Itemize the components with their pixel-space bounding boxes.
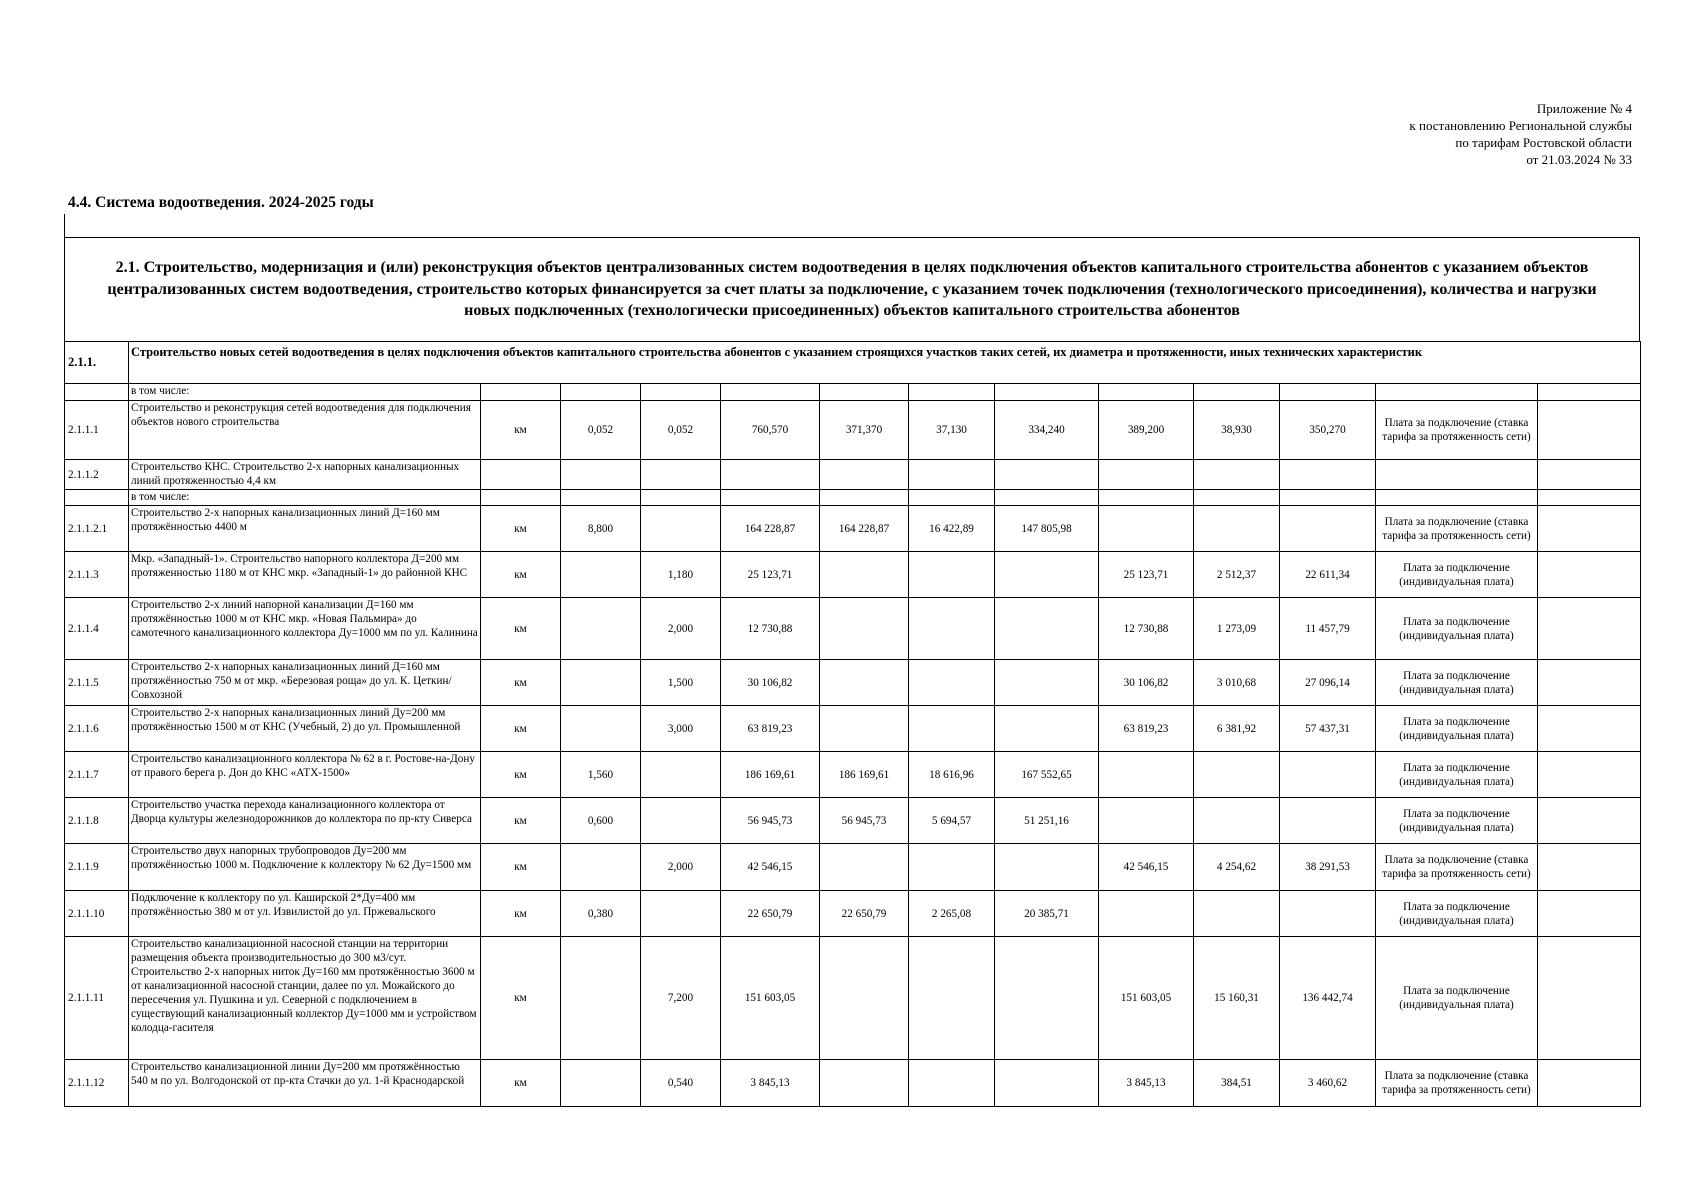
row-code: 2.1.1.10 xyxy=(65,891,129,937)
row-value: 57 437,31 xyxy=(1280,706,1376,752)
row-value: 186 169,61 xyxy=(820,752,909,798)
row-value: 2,000 xyxy=(641,844,721,891)
row-name: Строительство 2-х напорных канализационных линий Ду=200 мм протяжённостью 1500 м от КНС (Учебный, 2) до ул. Промышленной xyxy=(129,706,481,752)
row-financing-source: Плата за подключение (ставка тарифа за протяженность сети) xyxy=(1376,1060,1538,1107)
row-unit: км xyxy=(481,506,561,552)
table-row xyxy=(65,384,1641,401)
row-value xyxy=(1194,384,1280,401)
row-value xyxy=(1099,891,1194,937)
row-financing-source: Плата за подключение (индивидуальная плата) xyxy=(1376,937,1538,1060)
row-value xyxy=(820,1060,909,1107)
row-value xyxy=(909,660,995,706)
row-value xyxy=(1194,798,1280,844)
row-value: 25 123,71 xyxy=(721,552,820,598)
row-financing-source: Плата за подключение (индивидуальная плата) xyxy=(1376,598,1538,660)
row-value xyxy=(820,490,909,506)
row-empty-cell xyxy=(1538,1060,1641,1107)
appendix-header xyxy=(1409,100,1632,168)
row-unit xyxy=(481,490,561,506)
row-value: 136 442,74 xyxy=(1280,937,1376,1060)
row-value: 38 291,53 xyxy=(1280,844,1376,891)
row-value: 0,600 xyxy=(561,798,641,844)
row-value: 2 265,08 xyxy=(909,891,995,937)
row-value: 22 611,34 xyxy=(1280,552,1376,598)
row-value: 1,560 xyxy=(561,752,641,798)
row-empty-cell xyxy=(1538,490,1641,506)
section-title: 4.4. Система водоотведения. 2024-2025 годы xyxy=(68,194,374,211)
row-value: 11 457,79 xyxy=(1280,598,1376,660)
row-value: 0,380 xyxy=(561,891,641,937)
row-value xyxy=(820,706,909,752)
row-value xyxy=(641,490,721,506)
row-code: 2.1.1.2 xyxy=(65,460,129,490)
row-value: 20 385,71 xyxy=(995,891,1099,937)
row-code xyxy=(65,490,129,506)
row-value: 1,180 xyxy=(641,552,721,598)
row-value xyxy=(1280,384,1376,401)
row-value xyxy=(1099,798,1194,844)
row-financing-source: Плата за подключение (индивидуальная плата) xyxy=(1376,706,1538,752)
row-value: 15 160,31 xyxy=(1194,937,1280,1060)
row-empty-cell xyxy=(1538,401,1641,460)
row-empty-cell xyxy=(1538,506,1641,552)
row-value: 5 694,57 xyxy=(909,798,995,844)
row-value: 2 512,37 xyxy=(1194,552,1280,598)
row-financing-source: Плата за подключение (индивидуальная плата) xyxy=(1376,552,1538,598)
row-empty-cell xyxy=(1538,552,1641,598)
row-value xyxy=(909,384,995,401)
row-value: 63 819,23 xyxy=(721,706,820,752)
row-value: 167 552,65 xyxy=(995,752,1099,798)
row-name: Строительство канализационного коллектора № 62 в г. Ростове-на-Дону от правого берега р. Дон до КНС «АТХ-1500» xyxy=(129,752,481,798)
row-value: 186 169,61 xyxy=(721,752,820,798)
row-value xyxy=(909,460,995,490)
row-value: 12 730,88 xyxy=(721,598,820,660)
subsection-code: 2.1.1. xyxy=(65,342,129,384)
row-code: 2.1.1.9 xyxy=(65,844,129,891)
subsection-row xyxy=(65,342,1641,384)
row-name: в том числе: xyxy=(129,490,481,506)
row-value: 6 381,92 xyxy=(1194,706,1280,752)
row-value xyxy=(909,937,995,1060)
row-value xyxy=(641,460,721,490)
row-value: 56 945,73 xyxy=(721,798,820,844)
row-value: 30 106,82 xyxy=(1099,660,1194,706)
row-value xyxy=(561,598,641,660)
row-unit: км xyxy=(481,937,561,1060)
row-value xyxy=(909,552,995,598)
row-financing-source: Плата за подключение (индивидуальная плата) xyxy=(1376,891,1538,937)
appendix-line: Приложение № 4 xyxy=(1536,101,1632,116)
table-row xyxy=(65,460,1641,490)
row-empty-cell xyxy=(1538,798,1641,844)
row-value xyxy=(995,460,1099,490)
row-value: 56 945,73 xyxy=(820,798,909,844)
row-value xyxy=(1099,384,1194,401)
row-value xyxy=(1280,460,1376,490)
row-value: 350,270 xyxy=(1280,401,1376,460)
row-name: Строительство канализационной насосной станции на территории размещения объекта производительностью до 300 м3/сут. Строительство 2-х напорных ниток Ду=160 мм протяжённостью 3600 м от канализационной насосной станции, далее по ул. Можайского до пересечения ул. Пушкина и ул. Северной с подключением в существующий канализационный коллектор Ду=1000 мм и устройством колодца-гасителя xyxy=(129,937,481,1060)
row-value xyxy=(820,844,909,891)
row-unit: км xyxy=(481,752,561,798)
row-value xyxy=(1280,490,1376,506)
row-financing-source: Плата за подключение (ставка тарифа за протяженность сети) xyxy=(1376,844,1538,891)
row-value xyxy=(820,460,909,490)
subsection-title: Строительство новых сетей водоотведения в целях подключения объектов капитального строительства абонентов с указанием строящихся участков таких сетей, их диаметра и протяженности, иных технических характеристик xyxy=(129,342,1641,384)
row-value xyxy=(995,384,1099,401)
row-value xyxy=(1099,460,1194,490)
row-value xyxy=(909,1060,995,1107)
row-value xyxy=(1194,752,1280,798)
row-unit: км xyxy=(481,401,561,460)
row-value: 384,51 xyxy=(1194,1060,1280,1107)
row-value xyxy=(1280,506,1376,552)
row-name: в том числе: xyxy=(129,384,481,401)
row-financing-source: Плата за подключение (ставка тарифа за протяженность сети) xyxy=(1376,506,1538,552)
data-table xyxy=(64,341,1641,1107)
row-empty-cell xyxy=(1538,384,1641,401)
table-row xyxy=(65,891,1641,937)
row-value: 371,370 xyxy=(820,401,909,460)
row-name: Строительство двух напорных трубопроводов Ду=200 мм протяжённостью 1000 м. Подключение к коллектору № 62 Ду=1500 мм xyxy=(129,844,481,891)
row-value: 0,052 xyxy=(561,401,641,460)
row-value xyxy=(561,460,641,490)
row-value: 3 845,13 xyxy=(721,1060,820,1107)
row-empty-cell xyxy=(1538,598,1641,660)
row-unit: км xyxy=(481,798,561,844)
row-value xyxy=(1280,891,1376,937)
table-row xyxy=(65,706,1641,752)
table-row xyxy=(65,660,1641,706)
row-value xyxy=(1194,891,1280,937)
row-value: 334,240 xyxy=(995,401,1099,460)
row-value: 3 845,13 xyxy=(1099,1060,1194,1107)
row-value: 22 650,79 xyxy=(820,891,909,937)
row-value: 164 228,87 xyxy=(721,506,820,552)
row-value xyxy=(995,552,1099,598)
row-value: 51 251,16 xyxy=(995,798,1099,844)
row-value xyxy=(641,798,721,844)
row-value: 37,130 xyxy=(909,401,995,460)
appendix-line: к постановлению Региональной службы xyxy=(1409,118,1632,133)
row-unit xyxy=(481,384,561,401)
row-financing-source: Плата за подключение (ставка тарифа за протяженность сети) xyxy=(1376,401,1538,460)
row-empty-cell xyxy=(1538,660,1641,706)
row-value: 164 228,87 xyxy=(820,506,909,552)
table-row xyxy=(65,1060,1641,1107)
row-value: 3,000 xyxy=(641,706,721,752)
row-empty-cell xyxy=(1538,844,1641,891)
row-value: 0,052 xyxy=(641,401,721,460)
document-table-frame xyxy=(64,237,1640,1107)
row-unit xyxy=(481,460,561,490)
table-row xyxy=(65,401,1641,460)
row-name: Строительство 2-х линий напорной канализации Д=160 мм протяжённостью 1000 м от КНС мкр. «Новая Пальмира» до самотечного канализационного коллектора Ду=1000 мм по ул. Калинина xyxy=(129,598,481,660)
row-financing-source xyxy=(1376,460,1538,490)
row-value xyxy=(561,937,641,1060)
row-code: 2.1.1.4 xyxy=(65,598,129,660)
row-value: 63 819,23 xyxy=(1099,706,1194,752)
row-value xyxy=(721,460,820,490)
row-value xyxy=(1194,506,1280,552)
row-code: 2.1.1.11 xyxy=(65,937,129,1060)
appendix-line: от 21.03.2024 № 33 xyxy=(1526,152,1632,167)
table-row xyxy=(65,490,1641,506)
row-value xyxy=(641,891,721,937)
row-value xyxy=(1099,506,1194,552)
row-unit: км xyxy=(481,844,561,891)
row-value xyxy=(641,752,721,798)
row-value: 1,500 xyxy=(641,660,721,706)
row-value xyxy=(561,384,641,401)
row-value: 3 010,68 xyxy=(1194,660,1280,706)
row-value xyxy=(721,384,820,401)
row-value: 8,800 xyxy=(561,506,641,552)
row-empty-cell xyxy=(1538,460,1641,490)
row-value xyxy=(995,844,1099,891)
row-value xyxy=(995,660,1099,706)
row-value xyxy=(995,1060,1099,1107)
row-value xyxy=(561,490,641,506)
row-value xyxy=(909,490,995,506)
row-financing-source: Плата за подключение (индивидуальная плата) xyxy=(1376,752,1538,798)
row-value xyxy=(820,552,909,598)
row-value: 389,200 xyxy=(1099,401,1194,460)
table-row xyxy=(65,844,1641,891)
row-value xyxy=(1280,752,1376,798)
row-name: Строительство и реконструкция сетей водоотведения для подключения объектов нового строительства xyxy=(129,401,481,460)
row-value xyxy=(909,598,995,660)
row-value xyxy=(561,844,641,891)
row-name: Строительство КНС. Строительство 2-х напорных канализационных линий протяженностью 4,4 км xyxy=(129,460,481,490)
row-value: 151 603,05 xyxy=(721,937,820,1060)
row-value xyxy=(820,937,909,1060)
row-value: 0,540 xyxy=(641,1060,721,1107)
table-heading-text: 2.1. Строительство, модернизация и (или) реконструкция объектов централизованных систем водоотведения в целях подключения объектов капитального строительства абонентов с указанием объектов централизованных систем водоотведения, строительство которых финансируется за счет платы за подключение, с указанием точек подключения (технологического присоединения), количества и нагрузки новых подключенных (технологически присоединенных) объектов капитального строительства абонентов xyxy=(107,259,1597,320)
row-value: 38,930 xyxy=(1194,401,1280,460)
row-name: Строительство 2-х напорных канализационных линий Д=160 мм протяжённостью 750 м от мкр. «Березовая роща» до ул. К. Цеткин/Совхозной xyxy=(129,660,481,706)
row-value: 3 460,62 xyxy=(1280,1060,1376,1107)
row-code: 2.1.1.6 xyxy=(65,706,129,752)
table-row xyxy=(65,552,1641,598)
row-name: Подключение к коллектору по ул. Каширской 2*Ду=400 мм протяжённостью 380 м от ул. Извилистой до ул. Пржевальского xyxy=(129,891,481,937)
row-value xyxy=(721,490,820,506)
row-value xyxy=(820,598,909,660)
row-value: 12 730,88 xyxy=(1099,598,1194,660)
row-value: 42 546,15 xyxy=(1099,844,1194,891)
row-value xyxy=(995,937,1099,1060)
row-name: Строительство канализационной линии Ду=200 мм протяжённостью 540 м по ул. Волгодонской от пр-кта Стачки до ул. 1-й Краснодарской xyxy=(129,1060,481,1107)
row-value: 151 603,05 xyxy=(1099,937,1194,1060)
row-value: 22 650,79 xyxy=(721,891,820,937)
table-row xyxy=(65,937,1641,1060)
row-code: 2.1.1.7 xyxy=(65,752,129,798)
row-value: 18 616,96 xyxy=(909,752,995,798)
row-name: Строительство 2-х напорных канализационных линий Д=160 мм протяжённостью 4400 м xyxy=(129,506,481,552)
table-row xyxy=(65,752,1641,798)
row-value xyxy=(641,384,721,401)
row-value: 1 273,09 xyxy=(1194,598,1280,660)
row-financing-source xyxy=(1376,384,1538,401)
row-unit: км xyxy=(481,706,561,752)
row-name: Строительство участка перехода канализационного коллектора от Дворца культуры железнодорожников до коллектора по пр-кту Сиверса xyxy=(129,798,481,844)
row-value xyxy=(909,844,995,891)
row-value xyxy=(995,706,1099,752)
row-value: 16 422,89 xyxy=(909,506,995,552)
row-empty-cell xyxy=(1538,752,1641,798)
table-row xyxy=(65,598,1641,660)
row-name: Мкр. «Западный-1». Строительство напорного коллектора Д=200 мм протяженностью 1180 м от КНС мкр. «Западный-1» до районной КНС xyxy=(129,552,481,598)
row-unit: км xyxy=(481,598,561,660)
row-value xyxy=(909,706,995,752)
table-heading xyxy=(64,237,1640,341)
appendix-line: по тарифам Ростовской области xyxy=(1455,135,1632,150)
row-value xyxy=(1280,798,1376,844)
row-value xyxy=(1194,460,1280,490)
row-value: 2,000 xyxy=(641,598,721,660)
row-unit: км xyxy=(481,552,561,598)
row-value xyxy=(820,660,909,706)
row-financing-source: Плата за подключение (индивидуальная плата) xyxy=(1376,660,1538,706)
row-unit: км xyxy=(481,891,561,937)
row-value xyxy=(561,1060,641,1107)
row-value: 147 805,98 xyxy=(995,506,1099,552)
row-code: 2.1.1.3 xyxy=(65,552,129,598)
row-value xyxy=(995,598,1099,660)
row-value xyxy=(820,384,909,401)
row-value: 30 106,82 xyxy=(721,660,820,706)
row-value xyxy=(995,490,1099,506)
row-value xyxy=(1194,490,1280,506)
row-code xyxy=(65,384,129,401)
row-value: 27 096,14 xyxy=(1280,660,1376,706)
table-row xyxy=(65,798,1641,844)
row-empty-cell xyxy=(1538,706,1641,752)
row-unit: км xyxy=(481,660,561,706)
row-value: 760,570 xyxy=(721,401,820,460)
row-value xyxy=(1099,752,1194,798)
row-code: 2.1.1.2.1 xyxy=(65,506,129,552)
row-code: 2.1.1.1 xyxy=(65,401,129,460)
row-code: 2.1.1.5 xyxy=(65,660,129,706)
row-empty-cell xyxy=(1538,937,1641,1060)
row-financing-source xyxy=(1376,490,1538,506)
row-code: 2.1.1.12 xyxy=(65,1060,129,1107)
row-financing-source: Плата за подключение (индивидуальная плата) xyxy=(1376,798,1538,844)
row-value xyxy=(1099,490,1194,506)
row-value xyxy=(561,706,641,752)
row-value: 25 123,71 xyxy=(1099,552,1194,598)
row-value xyxy=(561,660,641,706)
row-value: 4 254,62 xyxy=(1194,844,1280,891)
row-empty-cell xyxy=(1538,891,1641,937)
row-value xyxy=(561,552,641,598)
row-unit: км xyxy=(481,1060,561,1107)
row-value: 42 546,15 xyxy=(721,844,820,891)
row-code: 2.1.1.8 xyxy=(65,798,129,844)
table-row xyxy=(65,506,1641,552)
row-value xyxy=(641,506,721,552)
divider xyxy=(64,214,65,238)
row-value: 7,200 xyxy=(641,937,721,1060)
